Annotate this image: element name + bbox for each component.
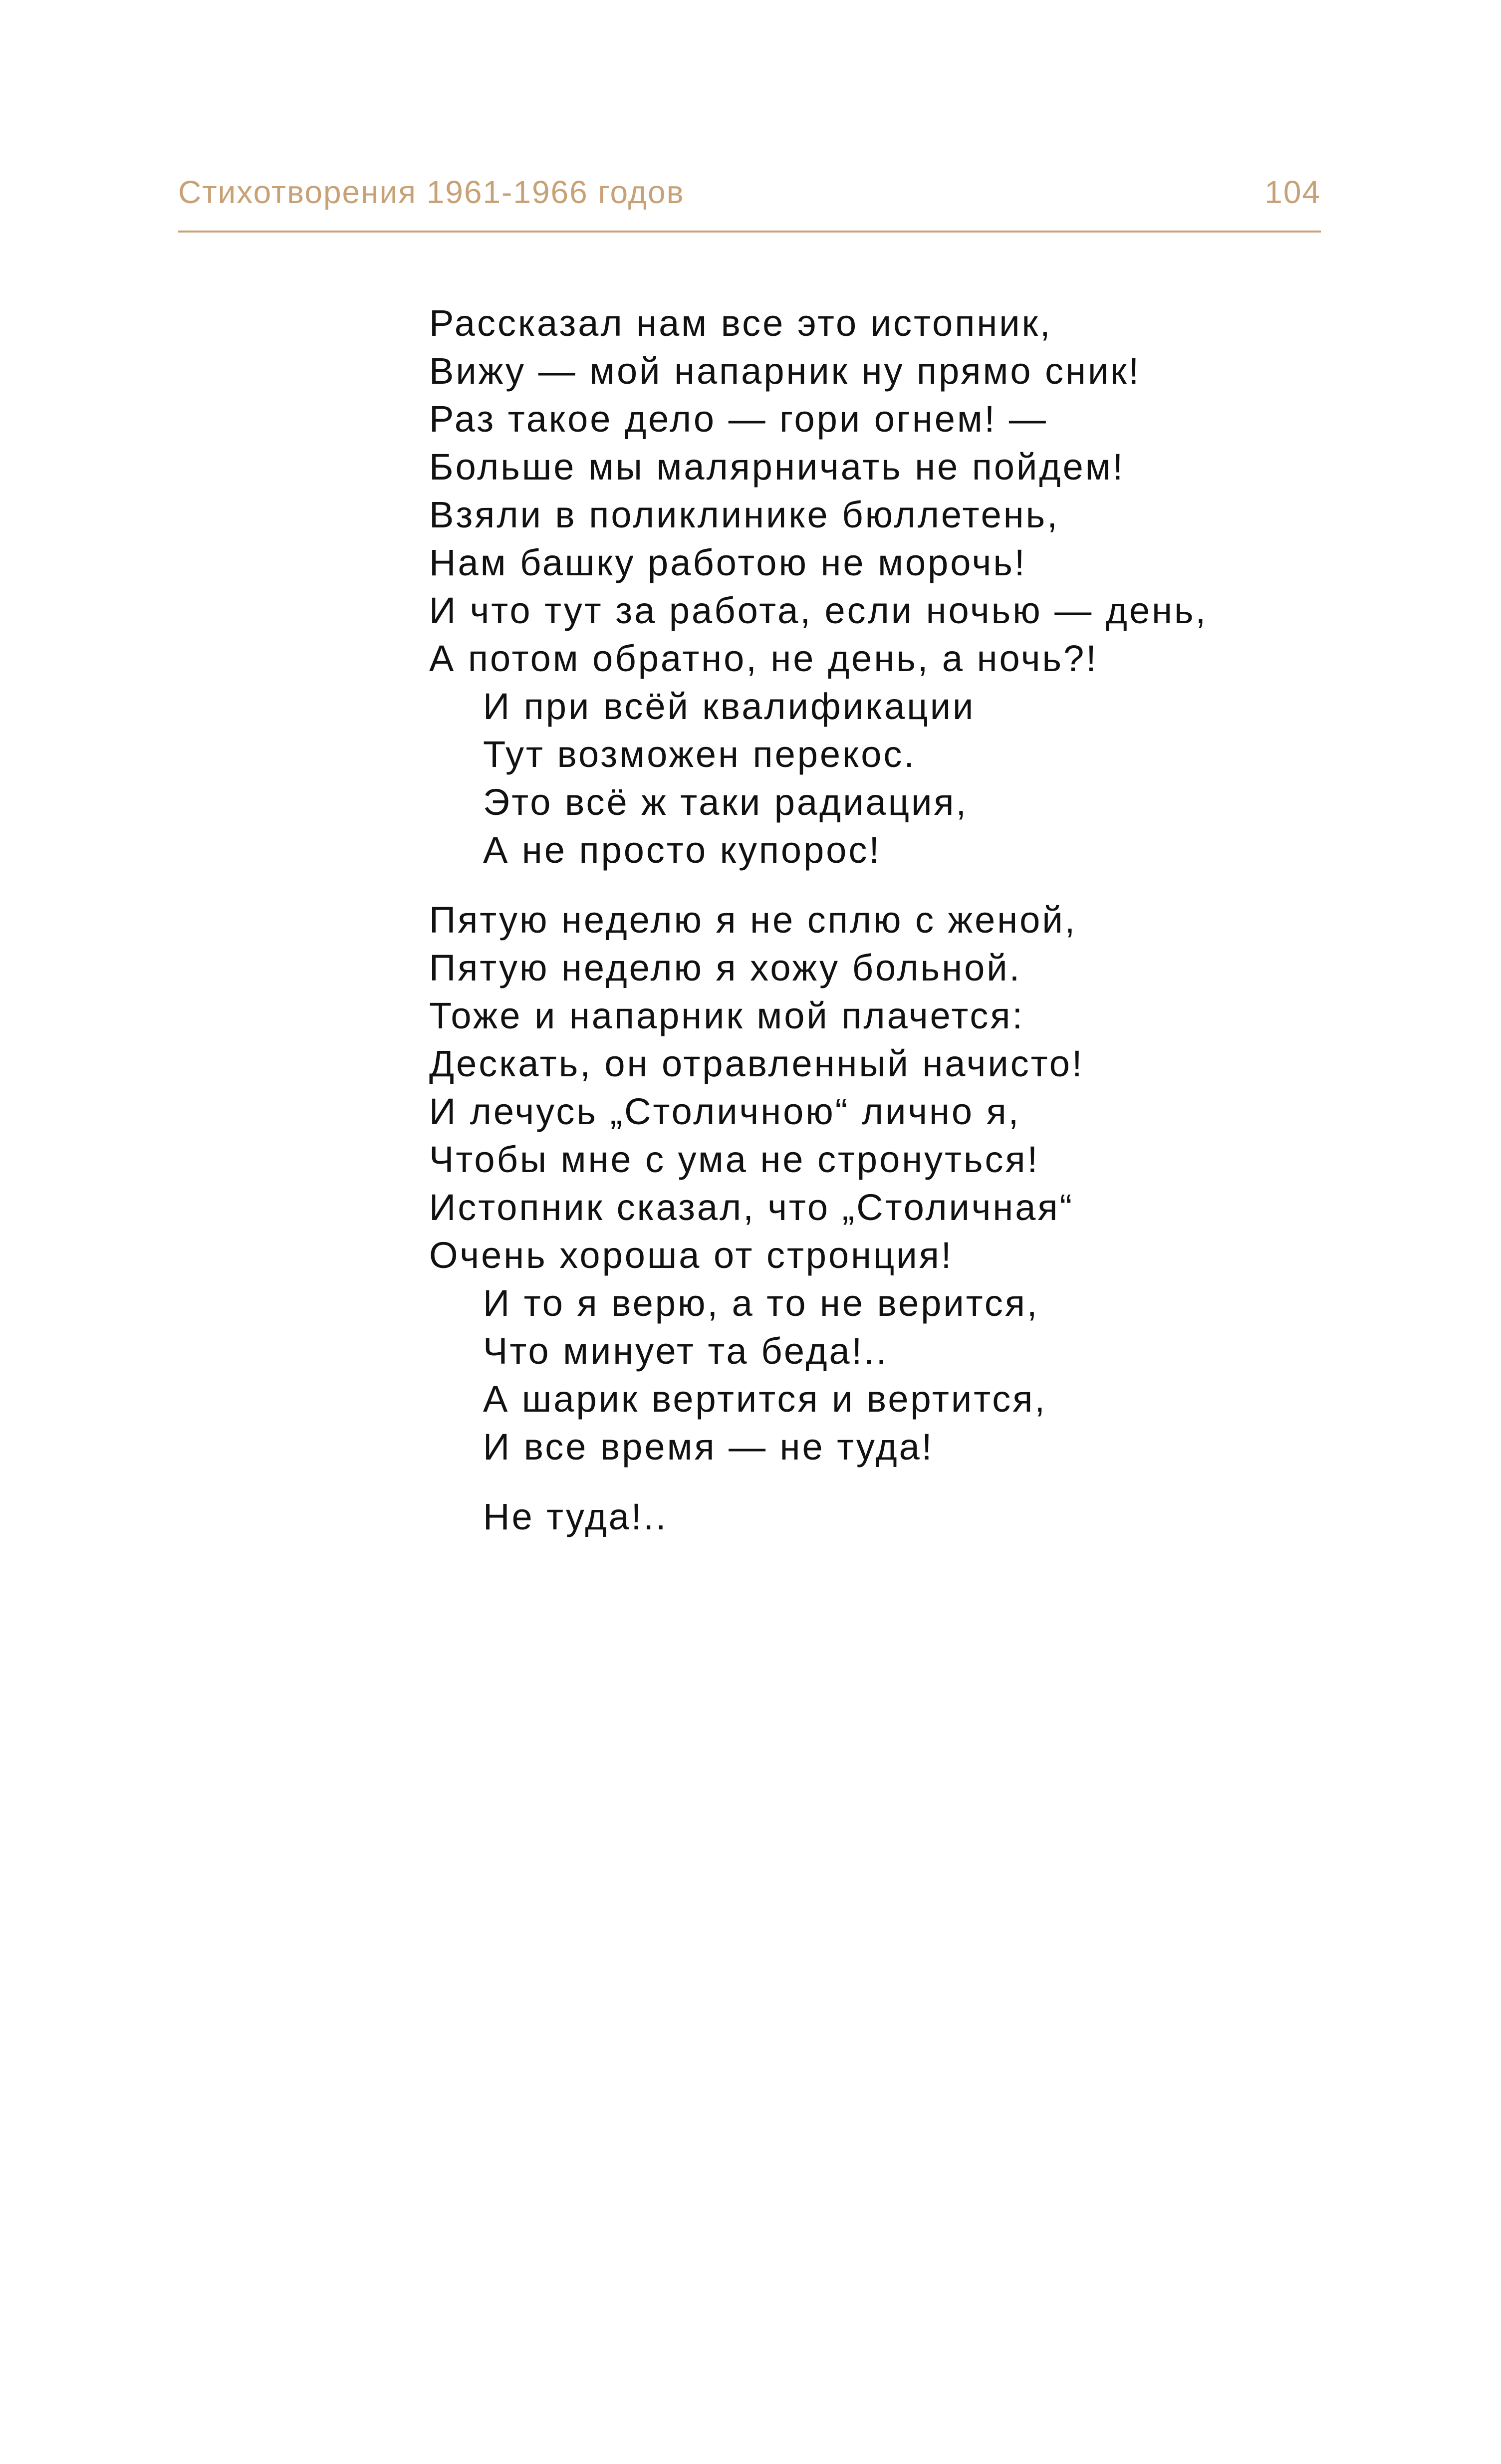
refrain-line: И все время — не туда! bbox=[483, 1426, 934, 1468]
running-head bbox=[178, 165, 1321, 220]
poem-line: Тоже и напарник мой плачется: bbox=[429, 995, 1025, 1036]
poem-line: Взяли в поликлинике бюллетень, bbox=[429, 494, 1059, 535]
poem-line: Больше мы малярничать не пойдем! bbox=[429, 446, 1125, 488]
poem-body bbox=[429, 299, 1377, 1541]
poem-line: Нам башку работою не морочь! bbox=[429, 542, 1027, 583]
poem-line: Очень хороша от стронция! bbox=[429, 1234, 954, 1276]
poem-line: Чтобы мне с ума не стронуться! bbox=[429, 1139, 1040, 1180]
poem-line: Истопник сказал, что „Столичная“ bbox=[429, 1187, 1074, 1228]
poem-line: Пятую неделю я не сплю с женой, bbox=[429, 899, 1077, 941]
stanza-spacer bbox=[429, 874, 1377, 896]
refrain-line: И то я верю, а то не верится, bbox=[483, 1282, 1039, 1324]
poem-line: И что тут за работа, если ночью — день, bbox=[429, 590, 1208, 631]
page-number: 104 bbox=[1264, 174, 1321, 210]
header-divider bbox=[178, 231, 1321, 233]
poem-line: Вижу — мой напарник ну прямо сник! bbox=[429, 350, 1141, 392]
refrain-line: А не просто купорос! bbox=[483, 829, 881, 871]
stanza-2 bbox=[429, 896, 1377, 1279]
refrain-line: Тут возможен перекос. bbox=[483, 734, 916, 775]
poem-line: Пятую неделю я хожу больной. bbox=[429, 947, 1022, 988]
refrain-2 bbox=[429, 1279, 1377, 1471]
poem-line: А потом обратно, не день, а ночь?! bbox=[429, 638, 1098, 679]
final-line: Не туда!.. bbox=[483, 1496, 668, 1537]
stanza-1 bbox=[429, 299, 1377, 683]
poem-line: Дескать, он отравленный начисто! bbox=[429, 1043, 1084, 1084]
stanza-spacer bbox=[429, 1471, 1377, 1493]
poem-line: Рассказал нам все это истопник, bbox=[429, 302, 1052, 344]
refrain-line: И при всёй квалификации bbox=[483, 686, 976, 727]
refrain-line: Это всё ж таки радиация, bbox=[483, 781, 969, 823]
refrain-1 bbox=[429, 683, 1377, 874]
refrain-line: Что минует та беда!.. bbox=[483, 1330, 889, 1372]
book-section-title: Стихотворения 1961-1966 годов bbox=[178, 174, 685, 210]
refrain-line: А шарик вертится и вертится, bbox=[483, 1378, 1047, 1420]
poem-line: И лечусь „Столичною“ лично я, bbox=[429, 1091, 1021, 1132]
poem-line: Раз такое дело — гори огнем! — bbox=[429, 398, 1048, 440]
